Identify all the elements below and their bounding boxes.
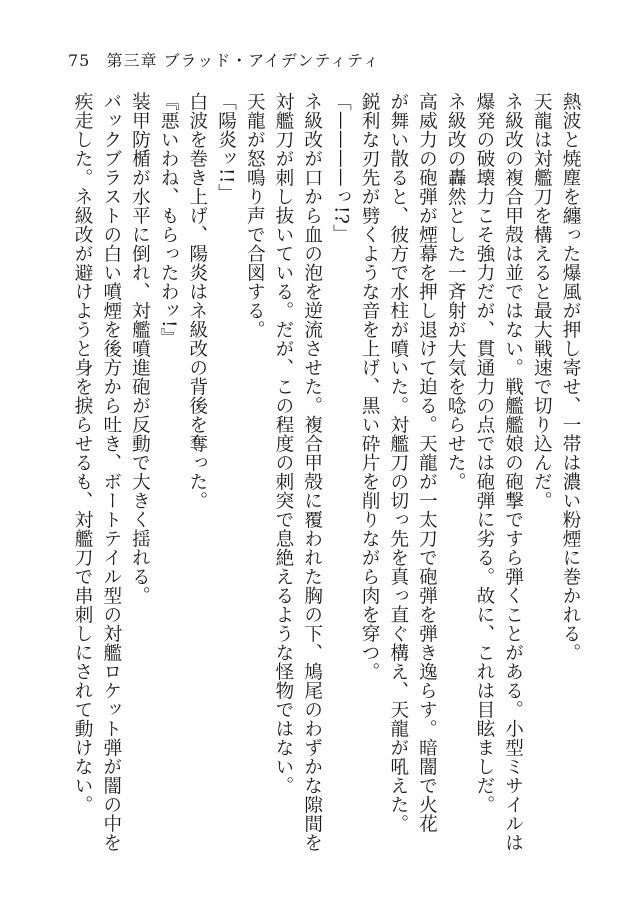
text-line: 高威力の砲弾が煙幕を押し退けて迫る。天龍が一太刀で砲弾を弾き逸らす。暗闇で火花 (416, 92, 438, 833)
text-line: 装甲防楯が水平に倒れ、対艦噴進砲が反動で大きく揺れる。 (129, 92, 151, 605)
running-header (68, 48, 380, 71)
text-line: 天龍が怒鳴り声で合図する。 (244, 92, 266, 339)
text-line: 鋭利な刃先が劈くような音を上げ、黒い砕片を削りながら肉を穿つ。 (359, 92, 381, 681)
text-line: が舞い散ると、彼方で水柱が噴いた。対艦刀の切っ先を真っ直ぐ構え、天龍が吼えた。 (387, 92, 409, 833)
text-line: 爆発の破壊力こそ強力だが、貫通力の点では砲弾に劣る。故に、これは目眩ましだ。 (473, 92, 495, 814)
text-line: 白波を巻き上げ、陽炎はネ級改の背後を奪った。 (186, 92, 208, 510)
text-line: ネ級改が口から血の泡を逆流させた。複合甲殻に覆われた胸の下、鳩尾のわずかな隙間を (301, 92, 323, 852)
text-line: ネ級改の轟然とした一斉射が大気を唸らせた。 (445, 92, 467, 491)
text-line: 疾走した。ネ級改が避けようと身を捩らせるも、対艦刀で串刺しにされて動けない。 (72, 92, 94, 814)
text-line: 「陽炎ッ!!」 (215, 92, 237, 203)
vertical-body-text (52, 92, 584, 862)
text-line: 天龍は対艦刀を構えると最大戦速で切り込んだ。 (531, 92, 553, 510)
text-line: ネ級改の複合甲殻は並ではない。戦艦艦娘の砲撃ですら弾くことがある。小型ミサイルは (502, 92, 524, 852)
text-line: 「————っ!?」 (330, 92, 352, 244)
chapter-title: 第三章 ブラッド・アイデンティティ (106, 51, 380, 70)
text-line: バックブラストの白い噴煙を後方から吐き、ボートテイル型の対艦ロケット弾が闇の中を (100, 92, 122, 852)
text-line: 熱波と焼塵を纏った爆風が押し寄せ、一帯は濃い粉煙に巻かれる。 (560, 92, 581, 662)
page-number: 75 (68, 51, 91, 70)
text-line: 対艦刀が刺し抜いている。だが、この程度の刺突で息絶えるような怪物ではない。 (272, 92, 294, 795)
text-line: 『悪いわね、もらったわッ!』 (158, 92, 180, 347)
